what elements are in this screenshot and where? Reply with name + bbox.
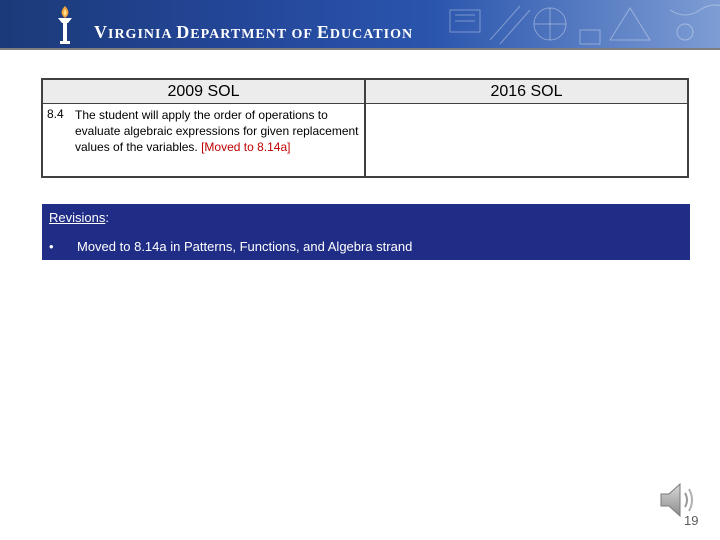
sol-comparison-table [41,78,689,178]
bullet: • [49,239,54,254]
revisions-box [42,204,690,260]
header-2009-sol: 2009 SOL [43,80,366,104]
banner-background-sketch [430,0,720,48]
cell-2009-standard [43,104,366,176]
header-banner [0,0,720,48]
moved-note: [Moved to 8.14a] [201,140,291,154]
standard-text: The student will apply the order of operations to evaluate algebraic expressions for given replacement values of the variables. [Moved to 8.14a] [75,108,359,154]
torch-icon [52,5,78,45]
slide-number: 19 [684,513,699,528]
banner-divider [0,48,720,50]
revisions-label: Revisions: [49,210,109,225]
revision-item: Moved to 8.14a in Patterns, Functions, and Algebra strand [77,239,413,254]
standard-number: 8.4 [47,107,64,121]
page-title: VIRGINIA DEPARTMENT OF EDUCATION [94,22,414,42]
header-2016-sol: 2016 SOL [366,80,687,104]
